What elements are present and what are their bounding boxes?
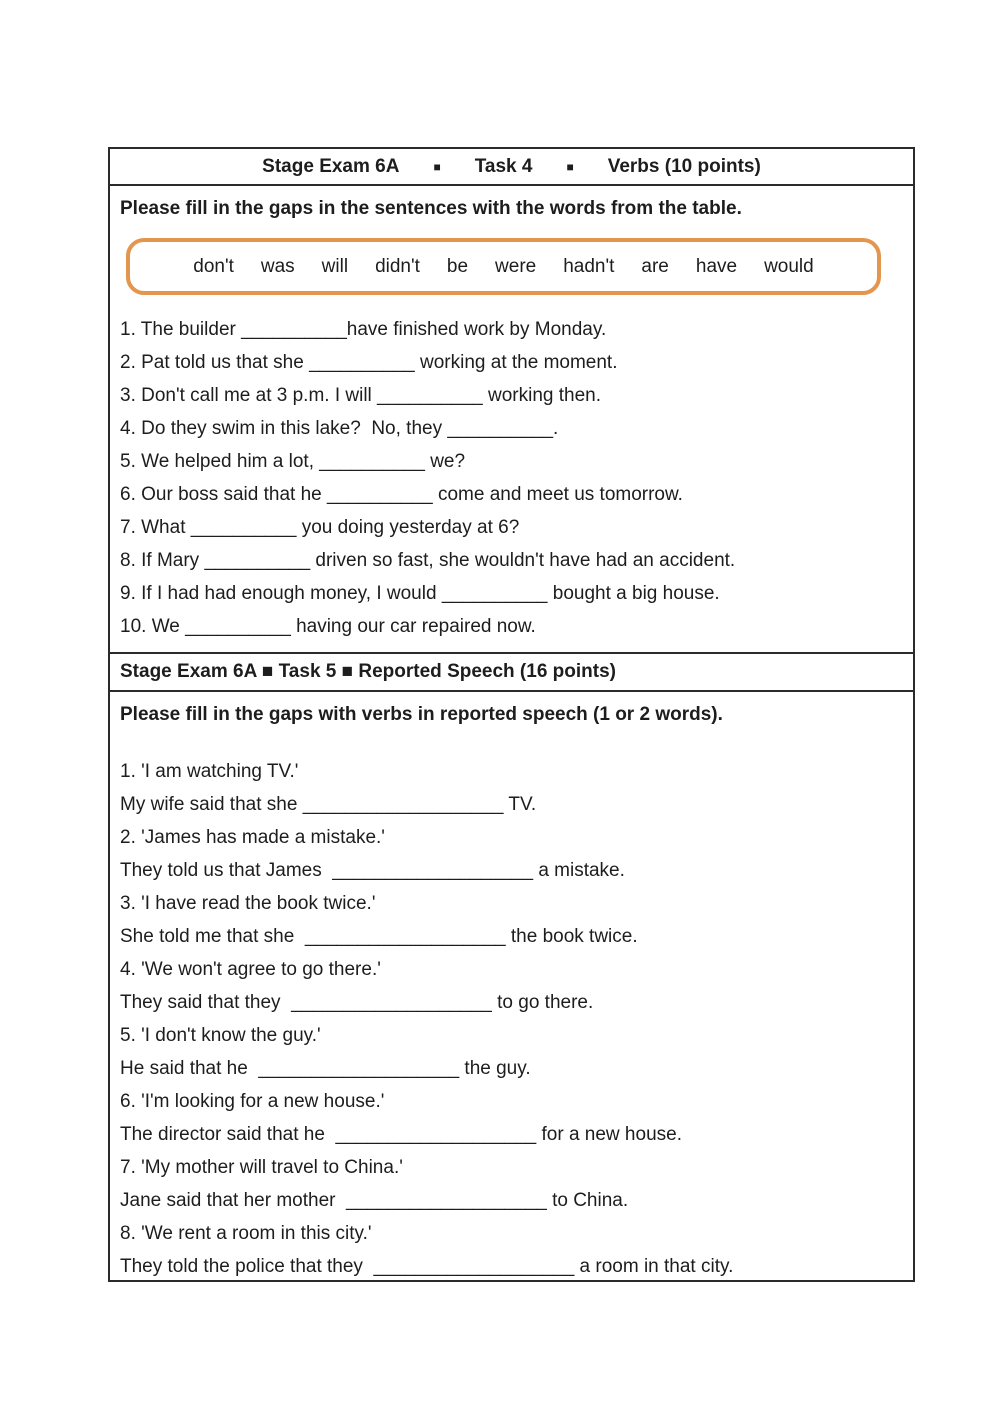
word-bank-item: will — [321, 255, 349, 277]
task4-instruction: Please fill in the gaps in the sentences with the words from the table. — [120, 198, 742, 219]
task4-header — [110, 149, 913, 186]
quote-line: 2. 'James has made a mistake.' — [120, 827, 385, 848]
quote-line: 3. 'I have read the book twice.' — [120, 893, 376, 914]
word-bank-item: are — [641, 255, 669, 277]
task5-instruction: Please fill in the gaps with verbs in reported speech (1 or 2 words). — [120, 704, 723, 725]
reported-line: My wife said that she ___________________ TV. — [120, 794, 537, 815]
reported-line: The director said that he ___________________ for a new house. — [120, 1124, 682, 1145]
square-bullet-icon: ■ — [433, 159, 441, 174]
sentence-line: 2. Pat told us that she __________ working at the moment. — [120, 352, 618, 373]
task4-header-subject: Verbs (10 points) — [607, 155, 761, 177]
word-bank-item: didn't — [375, 255, 420, 277]
reported-line: They told us that James ___________________ a mistake. — [120, 860, 625, 881]
sentence-line: 4. Do they swim in this lake? No, they __________. — [120, 418, 559, 439]
task4-body — [110, 186, 913, 654]
word-bank-item: don't — [193, 255, 234, 277]
quote-line: 4. 'We won't agree to go there.' — [120, 959, 381, 980]
reported-line: She told me that she ___________________ the book twice. — [120, 926, 638, 947]
worksheet — [108, 147, 915, 1282]
word-bank-item: have — [695, 255, 738, 277]
sentence-line: 8. If Mary __________ driven so fast, she wouldn't have had an accident. — [120, 550, 736, 571]
word-bank-item: would — [764, 255, 814, 277]
sentence-line: 1. The builder __________have finished work by Monday. — [120, 319, 607, 340]
word-bank-item: was — [260, 255, 295, 277]
word-bank-item: were — [495, 255, 537, 277]
task4-sentences — [120, 313, 903, 643]
quote-line: 6. 'I'm looking for a new house.' — [120, 1091, 385, 1112]
reported-line: They said that they ___________________ to go there. — [120, 992, 594, 1013]
task5-lines — [120, 755, 903, 1283]
reported-line: They told the police that they ___________________ a room in that city. — [120, 1256, 734, 1277]
square-bullet-icon: ■ — [566, 159, 574, 174]
quote-line: 7. 'My mother will travel to China.' — [120, 1157, 403, 1178]
task5-header — [110, 654, 913, 692]
quote-line: 5. 'I don't know the guy.' — [120, 1025, 321, 1046]
sentence-line: 3. Don't call me at 3 p.m. I will __________ working then. — [120, 385, 602, 406]
sentence-line: 9. If I had had enough money, I would __________ bought a big house. — [120, 583, 720, 604]
sentence-line: 6. Our boss said that he __________ come and meet us tomorrow. — [120, 484, 683, 505]
reported-line: He said that he ___________________ the guy. — [120, 1058, 531, 1079]
quote-line: 8. 'We rent a room in this city.' — [120, 1223, 372, 1244]
task4-header-title: Stage Exam 6A — [262, 155, 400, 177]
sentence-line: 7. What __________ you doing yesterday at 6? — [120, 517, 520, 538]
task4-header-task: Task 4 — [474, 155, 533, 177]
quote-line: 1. 'I am watching TV.' — [120, 761, 299, 782]
task5-header-text: Stage Exam 6A ■ Task 5 ■ Reported Speech (16 points) — [120, 661, 616, 682]
word-bank-item: be — [446, 255, 469, 277]
reported-line: Jane said that her mother ___________________ to China. — [120, 1190, 629, 1211]
word-bank — [126, 238, 881, 295]
sentence-line: 5. We helped him a lot, __________ we? — [120, 451, 466, 472]
word-bank-item: hadn't — [563, 255, 615, 277]
sentence-line: 10. We __________ having our car repaired now. — [120, 616, 536, 637]
task5-body — [110, 692, 913, 1280]
